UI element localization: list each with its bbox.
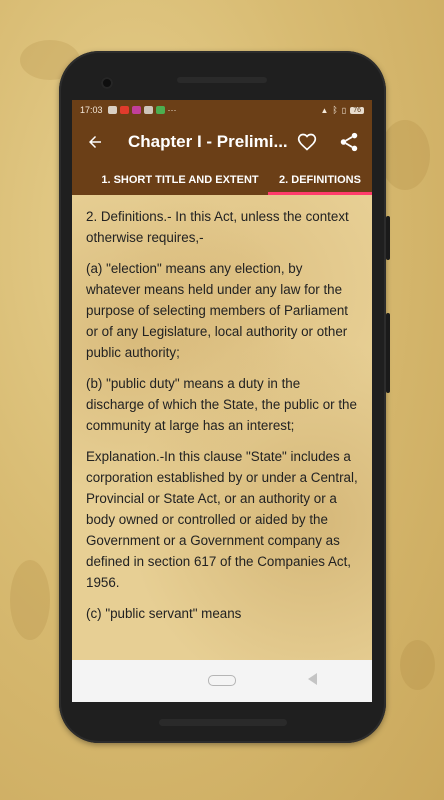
system-back-button[interactable]: [308, 673, 317, 685]
vibrate-icon: ▯: [341, 105, 347, 115]
app-toolbar: [72, 120, 372, 164]
tab-definitions[interactable]: 2. DEFINITIONS: [268, 164, 372, 195]
paragraph-public-servant: (c) "public servant" means: [86, 606, 242, 621]
tab-short-title[interactable]: 1. SHORT TITLE AND EXTENT: [101, 173, 259, 186]
status-time: 17:03: [80, 105, 103, 115]
share-icon: [338, 131, 360, 153]
paragraph-explanation: Explanation.-In this clause "State" includes a corporation established by or under a Central, Provincial or State Act, or an authority or a body owned or controlled or aided by the Government or a Government company as defined in section 617 of the Companies Act, 1956.: [86, 449, 358, 590]
more-notifications-icon: ···: [167, 105, 177, 115]
volume-button: [386, 313, 390, 393]
paragraph-definitions-intro: 2. Definitions.- In this Act, unless the context otherwise requires,-: [86, 209, 349, 245]
bluetooth-icon: ᛒ: [332, 105, 338, 115]
phone-frame: [59, 51, 386, 743]
section-content: [72, 195, 372, 660]
bottom-speaker: [159, 719, 287, 726]
status-bar: [72, 100, 372, 120]
page-title: Chapter I - Prelimi...: [128, 132, 288, 151]
system-nav-bar: [72, 660, 372, 701]
signal-icon: ▲: [320, 105, 329, 115]
notification-icon: [108, 106, 117, 114]
front-camera: [101, 77, 113, 89]
earpiece-speaker: [177, 77, 267, 83]
paragraph-election: (a) "election" means any election, by whatever means held under any law for the purpose of selecting members of Parliament or of any Legislature, local authority or other public authority;: [86, 261, 348, 360]
app-icon: [156, 106, 165, 114]
heart-outline-icon: [297, 132, 317, 152]
home-button[interactable]: [208, 675, 236, 686]
back-button[interactable]: [80, 127, 110, 157]
youtube-icon: [120, 106, 129, 114]
tab-bar: [72, 164, 372, 195]
paragraph-public-duty: (b) "public duty" means a duty in the discharge of which the State, the public or the community at large has an interest;: [86, 376, 357, 433]
app-screen: [72, 100, 372, 702]
arrow-left-icon: [86, 133, 104, 151]
power-button: [386, 216, 390, 260]
image-icon: [144, 106, 153, 114]
instagram-icon: [132, 106, 141, 114]
share-button[interactable]: [334, 127, 364, 157]
favorite-button[interactable]: [292, 127, 322, 157]
battery-indicator: 76: [350, 107, 364, 114]
